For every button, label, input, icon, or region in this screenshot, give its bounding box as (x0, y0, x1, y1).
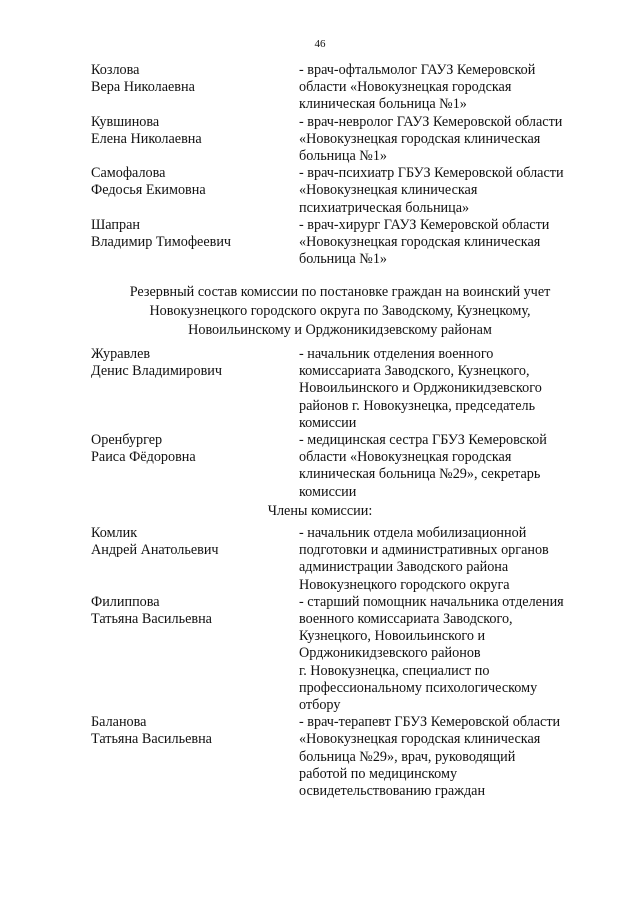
member-role (299, 165, 599, 217)
member-name-line: Козлова (91, 62, 140, 78)
member-role (299, 525, 599, 594)
member-role-line: Новоильинского и Орджоникидзевского (299, 380, 542, 397)
member-role-line: - начальник отделения военного (299, 346, 494, 362)
member-name-line: Елена Николаевна (91, 130, 202, 147)
member-role (299, 346, 599, 432)
commission-member-entry (91, 346, 601, 432)
member-role-line: отбору (299, 697, 341, 714)
member-role-line: - начальник отдела мобилизационной (299, 525, 527, 541)
member-name (91, 165, 299, 217)
member-role-line: подготовки и административных органов (299, 542, 549, 559)
member-role-line: больница №1» (299, 148, 388, 165)
member-role-line: «Новокузнецкая городская клиническая (299, 234, 541, 251)
member-role-line: Кузнецкого, Новоильинского и (299, 628, 486, 645)
commission-list-main (91, 62, 601, 268)
member-role-line: профессиональному психологическому (299, 679, 538, 696)
member-role-line: клиническая больница №29», секретарь (299, 466, 541, 483)
member-name-line: Денис Владимирович (91, 363, 223, 380)
member-role-line: «Новокузнецкая городская клиническая (299, 731, 541, 748)
member-role-line: области «Новокузнецкая городская (299, 449, 512, 466)
member-name (91, 714, 299, 800)
member-role-line: «Новокузнецкая городская клиническая (299, 130, 541, 147)
member-name-line: Журавлев (91, 346, 151, 362)
member-name-line: Раиса Фёдоровна (91, 449, 196, 466)
member-role-line: - врач-невролог ГАУЗ Кемеровской области (299, 113, 563, 130)
commission-member-entry (91, 594, 601, 714)
member-name (91, 114, 299, 166)
member-name-line: Филиппова (91, 593, 160, 610)
member-name (91, 217, 299, 269)
member-role-line: комиссии (299, 414, 357, 431)
member-role-line: клиническая больница №1» (299, 96, 467, 113)
member-role-line: области «Новокузнецкая городская (299, 79, 512, 96)
member-role-line: освидетельствованию граждан (299, 783, 486, 800)
page-number: 46 (314, 38, 326, 50)
heading-line: Резервный состав комиссии по постановке граждан на воинский учет (129, 284, 551, 300)
member-name-line: Андрей Анатольевич (91, 542, 219, 559)
member-role-line: г. Новокузнецка, специалист по (299, 662, 490, 679)
reserve-commission-heading (60, 283, 620, 340)
member-role (299, 714, 599, 800)
member-role-line: психиатрическая больница» (299, 199, 470, 216)
commission-list-reserve (91, 346, 601, 501)
commission-member-entry (91, 114, 601, 166)
commission-member-entry (91, 525, 601, 594)
member-name-line: Федосья Екимовна (91, 182, 206, 199)
member-role-line: - врач-терапевт ГБУЗ Кемеровской области (299, 714, 561, 731)
member-role (299, 217, 599, 269)
heading-line: Новокузнецкого городского округа по Заводскому, Кузнецкому, (149, 303, 531, 319)
member-name-line: Владимир Тимофеевич (91, 234, 232, 251)
member-role-line: - медицинская сестра ГБУЗ Кемеровской (299, 432, 547, 449)
member-name (91, 594, 299, 714)
members-label: Члены комиссии: (267, 503, 373, 519)
member-name-line: Татьяна Васильевна (91, 611, 212, 628)
member-name-line: Кувшинова (91, 113, 160, 130)
member-role-line: - врач-хирург ГАУЗ Кемеровской области (299, 216, 550, 233)
member-role (299, 594, 599, 714)
member-role-line: Орджоникидзевского районов (299, 645, 481, 662)
commission-list-members (91, 525, 601, 800)
member-role (299, 114, 599, 166)
member-role-line: администрации Заводского района (299, 559, 509, 576)
member-role (299, 432, 599, 501)
member-role-line: больница №29», врач, руководящий (299, 748, 516, 765)
heading-line: Новоильинскому и Орджоникидзевскому районам (188, 322, 492, 338)
member-name-line: Комлик (91, 525, 138, 541)
commission-member-entry (91, 217, 601, 269)
member-name-line: Самофалова (91, 165, 166, 182)
member-role-line: Новокузнецкого городского округа (299, 576, 510, 593)
member-role-line: районов г. Новокузнецка, председатель (299, 397, 536, 414)
member-role-line: работой по медицинскому (299, 765, 458, 782)
member-role-line: военного комиссариата Заводского, (299, 611, 513, 628)
commission-member-entry (91, 714, 601, 800)
commission-member-entry (91, 432, 601, 501)
commission-member-entry (91, 165, 601, 217)
member-name-line: Оренбургер (91, 432, 163, 449)
member-role-line: комиссии (299, 483, 357, 500)
member-name (91, 525, 299, 594)
member-role-line: комиссариата Заводского, Кузнецкого, (299, 363, 530, 380)
commission-member-entry (91, 62, 601, 114)
member-role (299, 62, 599, 114)
member-role-line: - старший помощник начальника отделения (299, 593, 564, 610)
member-name (91, 346, 299, 432)
member-name-line: Баланова (91, 714, 147, 731)
member-role-line: «Новокузнецкая клиническая (299, 182, 478, 199)
member-name (91, 432, 299, 501)
member-role-line: - врач-психиатр ГБУЗ Кемеровской области (299, 165, 564, 182)
member-role-line: больница №1» (299, 251, 388, 268)
member-name (91, 62, 299, 114)
member-name-line: Вера Николаевна (91, 79, 195, 96)
member-name-line: Шапран (91, 216, 140, 233)
member-role-line: - врач-офтальмолог ГАУЗ Кемеровской (299, 62, 536, 78)
member-name-line: Татьяна Васильевна (91, 731, 212, 748)
